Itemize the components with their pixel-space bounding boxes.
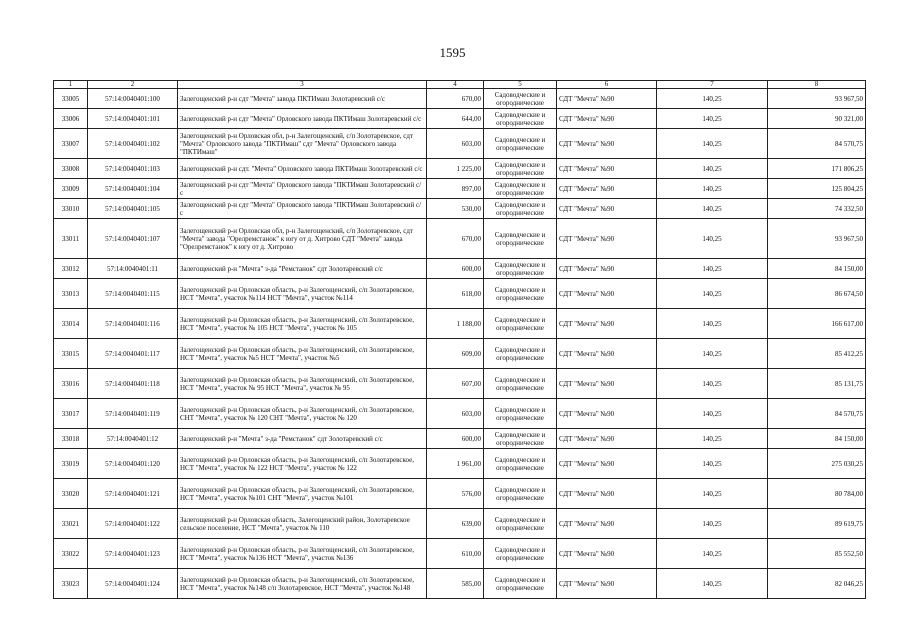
column-number-row bbox=[54, 81, 866, 89]
row-number-cell: 33017 bbox=[54, 399, 88, 429]
specific-value-cell: 140,25 bbox=[657, 259, 768, 279]
address-cell: Залегощенский р-н Орловская область, р-н Залегощенский, с/п Золотаревское, НСТ "Мечта", участок №5 НСТ "Мечта", участок №5 bbox=[178, 339, 427, 369]
area-cell: 897,00 bbox=[427, 179, 484, 199]
row-number-cell: 33005 bbox=[54, 89, 88, 109]
land-use-cell: Садоводческие и огороднические bbox=[484, 279, 557, 309]
column-number: 5 bbox=[484, 81, 557, 89]
column-number: 4 bbox=[427, 81, 484, 89]
table-row bbox=[54, 179, 866, 199]
row-number-cell: 33020 bbox=[54, 479, 88, 509]
cadastral-value-cell: 93 967,50 bbox=[768, 89, 866, 109]
address-cell: Залегощенский р-н Орловская обл, р-н Залегощенский, с/п Золотаревское, сдт "Мечта" Орловского завода "ПКТИмаш" сдт "Мечта" Орловского завода "ПКТИмаш" bbox=[178, 129, 427, 159]
table-row bbox=[54, 399, 866, 429]
cadastral-value-cell: 275 030,25 bbox=[768, 449, 866, 479]
cadastral-value-cell: 171 806,25 bbox=[768, 159, 866, 179]
organization-name-cell: СДТ "Мечта" №90 bbox=[557, 369, 657, 399]
area-cell: 1 225,00 bbox=[427, 159, 484, 179]
table-body bbox=[54, 89, 866, 599]
cadastral-number-cell: 57:14:0040401:101 bbox=[88, 109, 178, 129]
address-cell: Залегощенский р-н Орловская область, р-н Залегощенский, с/п Золотаревское, НСТ "Мечта", участок № 105 НСТ "Мечта", участок № 105 bbox=[178, 309, 427, 339]
cadastral-number-cell: 57:14:0040401:100 bbox=[88, 89, 178, 109]
cadastral-number-cell: 57:14:0040401:104 bbox=[88, 179, 178, 199]
cadastral-number-cell: 57:14:0040401:122 bbox=[88, 509, 178, 539]
cadastral-number-cell: 57:14:0040401:123 bbox=[88, 539, 178, 569]
area-cell: 609,00 bbox=[427, 339, 484, 369]
organization-name-cell: СДТ "Мечта" №90 bbox=[557, 479, 657, 509]
table-row bbox=[54, 449, 866, 479]
area-cell: 600,00 bbox=[427, 429, 484, 449]
area-cell: 576,00 bbox=[427, 479, 484, 509]
row-number-cell: 33008 bbox=[54, 159, 88, 179]
specific-value-cell: 140,25 bbox=[657, 449, 768, 479]
organization-name-cell: СДТ "Мечта" №90 bbox=[557, 159, 657, 179]
land-use-cell: Садоводческие и огороднические bbox=[484, 179, 557, 199]
row-number-cell: 33022 bbox=[54, 539, 88, 569]
area-cell: 603,00 bbox=[427, 399, 484, 429]
organization-name-cell: СДТ "Мечта" №90 bbox=[557, 89, 657, 109]
column-number: 1 bbox=[54, 81, 88, 89]
specific-value-cell: 140,25 bbox=[657, 89, 768, 109]
address-cell: Залегощенский р-н сдт "Мечта" завода ПКТИмаш Золотаревский с/с bbox=[178, 89, 427, 109]
table-row bbox=[54, 569, 866, 599]
land-use-cell: Садоводческие и огороднические bbox=[484, 89, 557, 109]
organization-name-cell: СДТ "Мечта" №90 bbox=[557, 219, 657, 259]
table-row bbox=[54, 259, 866, 279]
land-use-cell: Садоводческие и огороднические bbox=[484, 369, 557, 399]
specific-value-cell: 140,25 bbox=[657, 109, 768, 129]
land-use-cell: Садоводческие и огороднические bbox=[484, 569, 557, 599]
land-use-cell: Садоводческие и огороднические bbox=[484, 199, 557, 219]
table-row bbox=[54, 279, 866, 309]
cadastral-value-table bbox=[53, 80, 866, 599]
land-use-cell: Садоводческие и огороднические bbox=[484, 159, 557, 179]
row-number-cell: 33019 bbox=[54, 449, 88, 479]
column-number: 2 bbox=[88, 81, 178, 89]
cadastral-number-cell: 57:14:0040401:115 bbox=[88, 279, 178, 309]
specific-value-cell: 140,25 bbox=[657, 479, 768, 509]
land-use-cell: Садоводческие и огороднические bbox=[484, 539, 557, 569]
specific-value-cell: 140,25 bbox=[657, 399, 768, 429]
organization-name-cell: СДТ "Мечта" №90 bbox=[557, 199, 657, 219]
address-cell: Залегощенский р-н Орловская область, р-н Залегощенский, с/п Золотаревское, НСТ "Мечта", участок № 122 НСТ "Мечта", участок № 122 bbox=[178, 449, 427, 479]
specific-value-cell: 140,25 bbox=[657, 219, 768, 259]
area-cell: 1 961,00 bbox=[427, 449, 484, 479]
cadastral-value-cell: 89 619,75 bbox=[768, 509, 866, 539]
address-cell: Залегощенский р-н сдт "Мечта" Орловского завода "ПКТИмаш Золотаревский с/с bbox=[178, 179, 427, 199]
cadastral-value-cell: 125 804,25 bbox=[768, 179, 866, 199]
address-cell: Залегощенский р-н Орловская область, р-н Залегощенский, с/п Золотаревское, НСТ "Мечта", участок №114 НСТ "Мечта", участок №114 bbox=[178, 279, 427, 309]
land-use-cell: Садоводческие и огороднические bbox=[484, 509, 557, 539]
area-cell: 610,00 bbox=[427, 539, 484, 569]
organization-name-cell: СДТ "Мечта" №90 bbox=[557, 259, 657, 279]
area-cell: 585,00 bbox=[427, 569, 484, 599]
address-cell: Залегощенский р-н "Мечта" з-да "Ремстанок" сдт Золотаревский с/с bbox=[178, 429, 427, 449]
area-cell: 670,00 bbox=[427, 89, 484, 109]
organization-name-cell: СДТ "Мечта" №90 bbox=[557, 109, 657, 129]
cadastral-number-cell: 57:14:0040401:11 bbox=[88, 259, 178, 279]
row-number-cell: 33015 bbox=[54, 339, 88, 369]
specific-value-cell: 140,25 bbox=[657, 569, 768, 599]
land-use-cell: Садоводческие и огороднические bbox=[484, 449, 557, 479]
row-number-cell: 33006 bbox=[54, 109, 88, 129]
cadastral-value-cell: 90 321,00 bbox=[768, 109, 866, 129]
column-number: 7 bbox=[657, 81, 768, 89]
table-row bbox=[54, 369, 866, 399]
organization-name-cell: СДТ "Мечта" №90 bbox=[557, 279, 657, 309]
address-cell: Залегощенский р-н сдт. "Мечта" Орловского завода ПКТИмаш Золотаревский с/с bbox=[178, 159, 427, 179]
cadastral-value-cell: 93 967,50 bbox=[768, 219, 866, 259]
area-cell: 639,00 bbox=[427, 509, 484, 539]
area-cell: 1 188,00 bbox=[427, 309, 484, 339]
address-cell: Залегощенский р-н Орловская область, р-н Залегощенский, с/п Золотаревское, НСТ "Мечта", участок № 95 НСТ "Мечта", участок № 95 bbox=[178, 369, 427, 399]
area-cell: 530,00 bbox=[427, 199, 484, 219]
table-row bbox=[54, 89, 866, 109]
land-use-cell: Садоводческие и огороднические bbox=[484, 479, 557, 509]
specific-value-cell: 140,25 bbox=[657, 509, 768, 539]
table-row bbox=[54, 339, 866, 369]
row-number-cell: 33009 bbox=[54, 179, 88, 199]
cadastral-number-cell: 57:14:0040401:119 bbox=[88, 399, 178, 429]
column-number: 8 bbox=[768, 81, 866, 89]
address-cell: Залегощенский р-н сдт "Мечта" Орловского завода ПКТИмаш Золотаревский с/с bbox=[178, 109, 427, 129]
address-cell: Залегощенский р-н Орловская область, р-н Залегощенский, с/п Золотаревское, НСТ "Мечта", участок №101 СНТ "Мечта", участок №101 bbox=[178, 479, 427, 509]
organization-name-cell: СДТ "Мечта" №90 bbox=[557, 179, 657, 199]
row-number-cell: 33014 bbox=[54, 309, 88, 339]
specific-value-cell: 140,25 bbox=[657, 159, 768, 179]
area-cell: 670,00 bbox=[427, 219, 484, 259]
organization-name-cell: СДТ "Мечта" №90 bbox=[557, 309, 657, 339]
area-cell: 603,00 bbox=[427, 129, 484, 159]
row-number-cell: 33011 bbox=[54, 219, 88, 259]
row-number-cell: 33023 bbox=[54, 569, 88, 599]
specific-value-cell: 140,25 bbox=[657, 129, 768, 159]
cadastral-value-cell: 85 552,50 bbox=[768, 539, 866, 569]
row-number-cell: 33010 bbox=[54, 199, 88, 219]
cadastral-number-cell: 57:14:0040401:105 bbox=[88, 199, 178, 219]
table-row bbox=[54, 539, 866, 569]
cadastral-value-cell: 86 674,50 bbox=[768, 279, 866, 309]
table-row bbox=[54, 129, 866, 159]
column-number: 6 bbox=[557, 81, 657, 89]
area-cell: 607,00 bbox=[427, 369, 484, 399]
cadastral-number-cell: 57:14:0040401:118 bbox=[88, 369, 178, 399]
specific-value-cell: 140,25 bbox=[657, 279, 768, 309]
table-row bbox=[54, 479, 866, 509]
address-cell: Залегощенский р-н Орловская область, р-н Залегощенский, с/п Золотаревское, СНТ "Мечта", участок № 120 СНТ "Мечта", участок № 120 bbox=[178, 399, 427, 429]
table-row bbox=[54, 159, 866, 179]
page-number: 1595 bbox=[439, 45, 466, 60]
table-row bbox=[54, 429, 866, 449]
cadastral-number-cell: 57:14:0040401:116 bbox=[88, 309, 178, 339]
land-use-cell: Садоводческие и огороднические bbox=[484, 399, 557, 429]
land-use-cell: Садоводческие и огороднические bbox=[484, 339, 557, 369]
row-number-cell: 33021 bbox=[54, 509, 88, 539]
land-use-cell: Садоводческие и огороднические bbox=[484, 129, 557, 159]
cadastral-number-cell: 57:14:0040401:117 bbox=[88, 339, 178, 369]
row-number-cell: 33013 bbox=[54, 279, 88, 309]
cadastral-value-cell: 84 570,75 bbox=[768, 129, 866, 159]
address-cell: Залегощенский р-н Орловская область, р-н Залегощенский, с/п Золотаревское, НСТ "Мечта", участок №136 НСТ "Мечта", участок №136 bbox=[178, 539, 427, 569]
row-number-cell: 33007 bbox=[54, 129, 88, 159]
table-row bbox=[54, 199, 866, 219]
organization-name-cell: СДТ "Мечта" №90 bbox=[557, 509, 657, 539]
organization-name-cell: СДТ "Мечта" №90 bbox=[557, 129, 657, 159]
row-number-cell: 33012 bbox=[54, 259, 88, 279]
cadastral-number-cell: 57:14:0040401:121 bbox=[88, 479, 178, 509]
land-use-cell: Садоводческие и огороднические bbox=[484, 259, 557, 279]
row-number-cell: 33018 bbox=[54, 429, 88, 449]
table-row bbox=[54, 309, 866, 339]
cadastral-value-cell: 84 150,00 bbox=[768, 429, 866, 449]
cadastral-value-cell: 166 617,00 bbox=[768, 309, 866, 339]
address-cell: Залегощенский р-н Орловская обл, р-н Залегощенский, с/п Золотаревское, сдт "Мечта" завода "Орелремстанок" к югу от д. Хитрово СДТ "Мечта" завода "Орелремстанок" к югу от д. Хитрово bbox=[178, 219, 427, 259]
land-use-cell: Садоводческие и огороднические bbox=[484, 219, 557, 259]
address-cell: Залегощенский р-н Орловская область, р-н Залегощенский, с/п Золотаревское, НСТ "Мечта", участок №148 с/п Золотаревское, НСТ "Мечта", участок №148 bbox=[178, 569, 427, 599]
cadastral-number-cell: 57:14:0040401:124 bbox=[88, 569, 178, 599]
specific-value-cell: 140,25 bbox=[657, 429, 768, 449]
cadastral-value-cell: 74 332,50 bbox=[768, 199, 866, 219]
cadastral-number-cell: 57:14:0040401:120 bbox=[88, 449, 178, 479]
specific-value-cell: 140,25 bbox=[657, 309, 768, 339]
address-cell: Залегощенский р-н Орловская область, Залегощенский район, Золотаревское сельское поселение, НСТ "Мечта", участок № 110 bbox=[178, 509, 427, 539]
row-number-cell: 33016 bbox=[54, 369, 88, 399]
table-row bbox=[54, 219, 866, 259]
organization-name-cell: СДТ "Мечта" №90 bbox=[557, 399, 657, 429]
land-use-cell: Садоводческие и огороднические bbox=[484, 109, 557, 129]
table-row bbox=[54, 109, 866, 129]
area-cell: 618,00 bbox=[427, 279, 484, 309]
area-cell: 644,00 bbox=[427, 109, 484, 129]
cadastral-number-cell: 57:14:0040401:107 bbox=[88, 219, 178, 259]
organization-name-cell: СДТ "Мечта" №90 bbox=[557, 339, 657, 369]
cadastral-number-cell: 57:14:0040401:103 bbox=[88, 159, 178, 179]
land-use-cell: Садоводческие и огороднические bbox=[484, 429, 557, 449]
cadastral-value-cell: 85 131,75 bbox=[768, 369, 866, 399]
specific-value-cell: 140,25 bbox=[657, 199, 768, 219]
land-use-cell: Садоводческие и огороднические bbox=[484, 309, 557, 339]
organization-name-cell: СДТ "Мечта" №90 bbox=[557, 429, 657, 449]
cadastral-value-cell: 84 150,00 bbox=[768, 259, 866, 279]
address-cell: Залегощенский р-н сдт "Мечта" Орловского завода "ПКТИмаш Золотаревский с/с bbox=[178, 199, 427, 219]
table-row bbox=[54, 509, 866, 539]
specific-value-cell: 140,25 bbox=[657, 179, 768, 199]
cadastral-value-cell: 82 046,25 bbox=[768, 569, 866, 599]
organization-name-cell: СДТ "Мечта" №90 bbox=[557, 569, 657, 599]
specific-value-cell: 140,25 bbox=[657, 539, 768, 569]
cadastral-value-cell: 85 412,25 bbox=[768, 339, 866, 369]
cadastral-value-cell: 80 784,00 bbox=[768, 479, 866, 509]
cadastral-value-cell: 84 570,75 bbox=[768, 399, 866, 429]
cadastral-number-cell: 57:14:0040401:12 bbox=[88, 429, 178, 449]
area-cell: 600,00 bbox=[427, 259, 484, 279]
organization-name-cell: СДТ "Мечта" №90 bbox=[557, 449, 657, 479]
organization-name-cell: СДТ "Мечта" №90 bbox=[557, 539, 657, 569]
column-number: 3 bbox=[178, 81, 427, 89]
specific-value-cell: 140,25 bbox=[657, 339, 768, 369]
cadastral-number-cell: 57:14:0040401:102 bbox=[88, 129, 178, 159]
specific-value-cell: 140,25 bbox=[657, 369, 768, 399]
address-cell: Залегощенский р-н "Мечта" з-да "Ремстанок" сдт Золотаревский с/с bbox=[178, 259, 427, 279]
